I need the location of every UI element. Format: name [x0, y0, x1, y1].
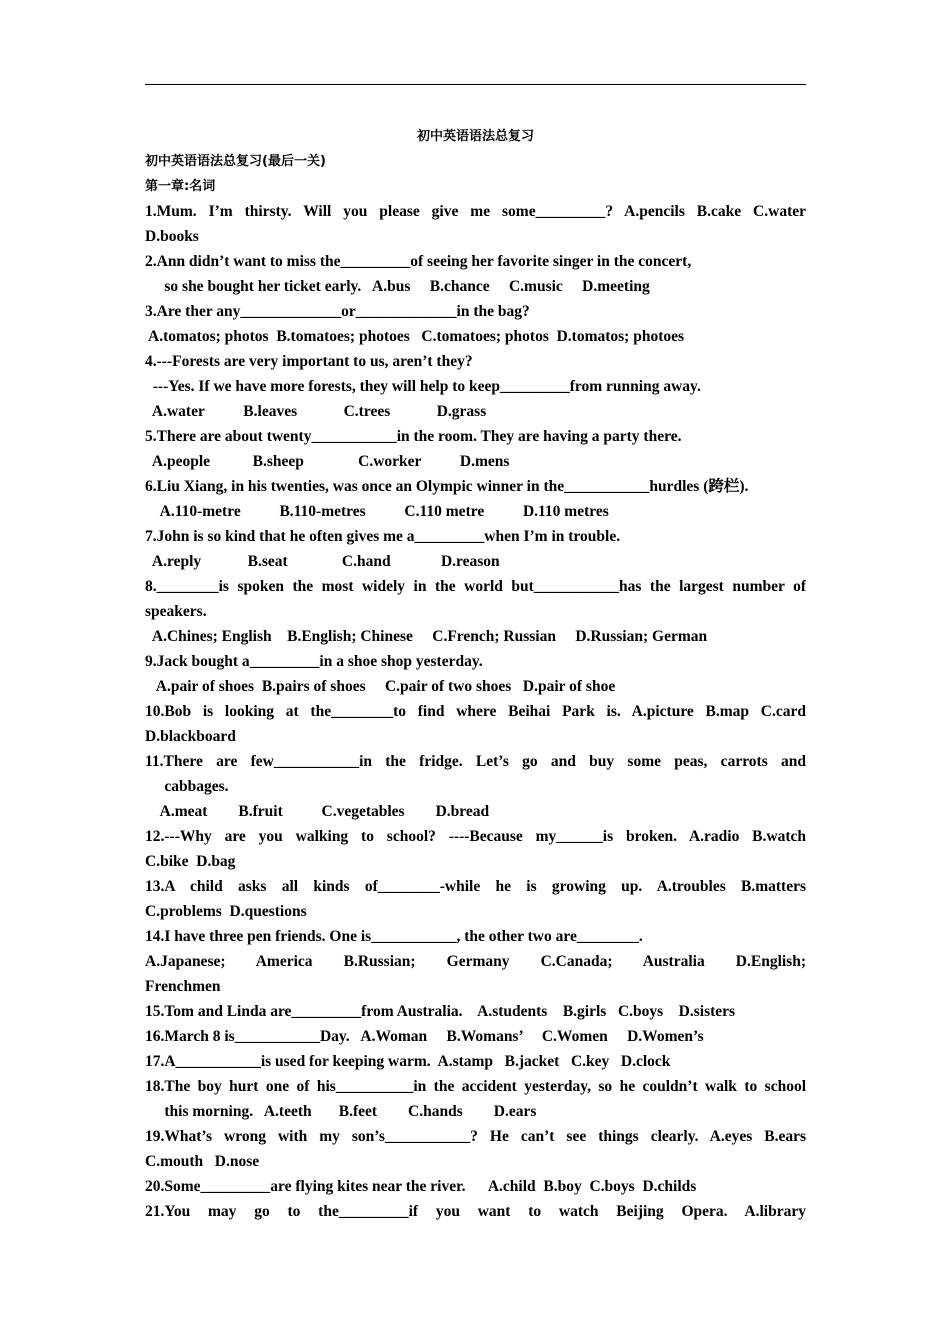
question-line: cabbages. [145, 778, 229, 795]
question-line: 12.---Why are you walking to school? ----Because my______is broken. A.radio B.watch [145, 828, 806, 845]
question-line: so she bought her ticket early. A.bus B.chance C.music D.meeting [145, 278, 650, 295]
question-line: A.pair of shoes B.pairs of shoes C.pair of two shoes D.pair of shoe [145, 678, 616, 695]
question-line: 10.Bob is looking at the________to find where Beihai Park is. A.picture B.map C.card [145, 703, 806, 720]
question-line: 20.Some_________are flying kites near the river. A.child B.boy C.boys D.childs [145, 1178, 697, 1195]
question-line: 4.---Forests are very important to us, aren’t they? [145, 353, 473, 370]
question-line: A.tomatos; photos B.tomatoes; photoes C.tomatoes; photos D.tomatos; photoes [145, 328, 685, 345]
chapter-heading: 第一章:名词 [145, 179, 216, 194]
question-line: C.bike D.bag [145, 853, 236, 870]
question-line: 2.Ann didn’t want to miss the_________of seeing her favorite singer in the concert, [145, 253, 692, 270]
question-line: 14.I have three pen friends. One is___________, the other two are________. [145, 928, 643, 945]
question-line: 11.There are few___________in the fridge. Let’s go and buy some peas, carrots and [145, 753, 806, 770]
document-title: 初中英语语法总复习 [416, 129, 534, 144]
question-line: A.reply B.seat C.hand D.reason [145, 553, 500, 570]
question-line: D.blackboard [145, 728, 236, 745]
document-subtitle: 初中英语语法总复习(最后一关) [145, 154, 326, 169]
question-line: C.mouth D.nose [145, 1153, 260, 1170]
question-line: 6.Liu Xiang, in his twenties, was once an Olympic winner in the___________hurdles (跨栏). [145, 478, 749, 495]
question-line: A.Chines; English B.English; Chinese C.French; Russian D.Russian; German [145, 628, 708, 645]
question-line: D.books [145, 228, 199, 245]
question-line: 3.Are ther any_____________or_____________in the bag? [145, 303, 530, 320]
question-line: 1.Mum. I’m thirsty. Will you please give me some_________? A.pencils B.cake C.water [145, 203, 806, 220]
question-lines [145, 199, 806, 1224]
question-line: A.water B.leaves C.trees D.grass [145, 403, 487, 420]
question-line: 21.You may go to the_________if you want to watch Beijing Opera. A.library [145, 1203, 806, 1220]
question-line: A.meat B.fruit C.vegetables D.bread [145, 803, 490, 820]
question-line: 5.There are about twenty___________in the room. They are having a party there. [145, 428, 682, 445]
question-line: speakers. [145, 603, 207, 620]
question-line: A.110-metre B.110-metres C.110 metre D.110 metres [145, 503, 609, 520]
header-rule [145, 84, 806, 85]
question-line: this morning. A.teeth B.feet C.hands D.ears [145, 1103, 537, 1120]
question-line: A.Japanese; America B.Russian; Germany C.Canada; Australia D.English; [145, 953, 806, 970]
document-body [145, 124, 806, 1224]
question-line: 9.Jack bought a_________in a shoe shop yesterday. [145, 653, 483, 670]
question-line: ---Yes. If we have more forests, they will help to keep_________from running away. [145, 378, 701, 395]
question-line: 15.Tom and Linda are_________from Australia. A.students B.girls C.boys D.sisters [145, 1003, 736, 1020]
question-line: 8.________is spoken the most widely in the world but___________has the largest number of [145, 578, 806, 595]
question-line: 18.The boy hurt one of his__________in the accident yesterday, so he couldn’t walk to school [145, 1078, 806, 1095]
question-line: 19.What’s wrong with my son’s___________? He can’t see things clearly. A.eyes B.ears [145, 1128, 806, 1145]
question-line: Frenchmen [145, 978, 221, 995]
question-line: A.people B.sheep C.worker D.mens [145, 453, 510, 470]
question-line: 17.A___________is used for keeping warm. A.stamp B.jacket C.key D.clock [145, 1053, 671, 1070]
question-line: C.problems D.questions [145, 903, 307, 920]
question-line: 16.March 8 is___________Day. A.Woman B.Womans’ C.Women D.Women’s [145, 1028, 704, 1045]
question-line: 7.John is so kind that he often gives me a_________when I’m in trouble. [145, 528, 621, 545]
question-line: 13.A child asks all kinds of________-while he is growing up. A.troubles B.matters [145, 878, 806, 895]
